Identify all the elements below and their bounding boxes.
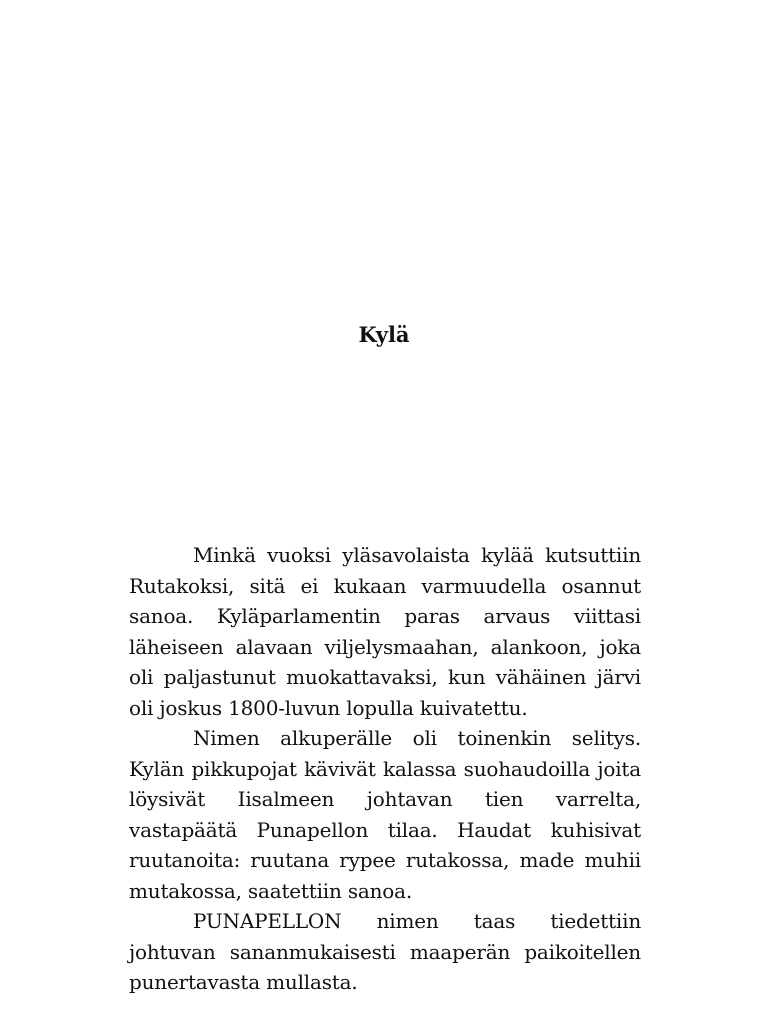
chapter-title: Kylä xyxy=(358,322,410,347)
paragraph-2: Nimen alkuperälle oli toinenkin selitys. Kylän pikkupojat kävivät kalassa suohaudoilla joita löysivät Iisalmeen johtavan tien varrelta, vastapäätä Punapellon tilaa. Haudat kuhisivat ruutanoita: ruutana rypee rutakossa, made muhii mutakossa, saatettiin sanoa. xyxy=(129,726,641,903)
body-text xyxy=(129,540,641,998)
paragraph-3: PUNAPELLON nimen taas tiedettiin johtuvan sananmukaisesti maaperän paikoitellen punertavasta mullasta. xyxy=(129,909,641,994)
paragraph-1: Minkä vuoksi yläsavolaista kylää kutsuttiin Rutakoksi, sitä ei kukaan varmuudella osannut sanoa. Kyläparlamentin paras arvaus viittasi läheiseen alavaan viljelysmaahan, alankoon, joka oli paljastunut muokattavaksi, kun vähäinen järvi oli joskus 1800-luvun lopulla kuivatettu. xyxy=(129,543,641,720)
